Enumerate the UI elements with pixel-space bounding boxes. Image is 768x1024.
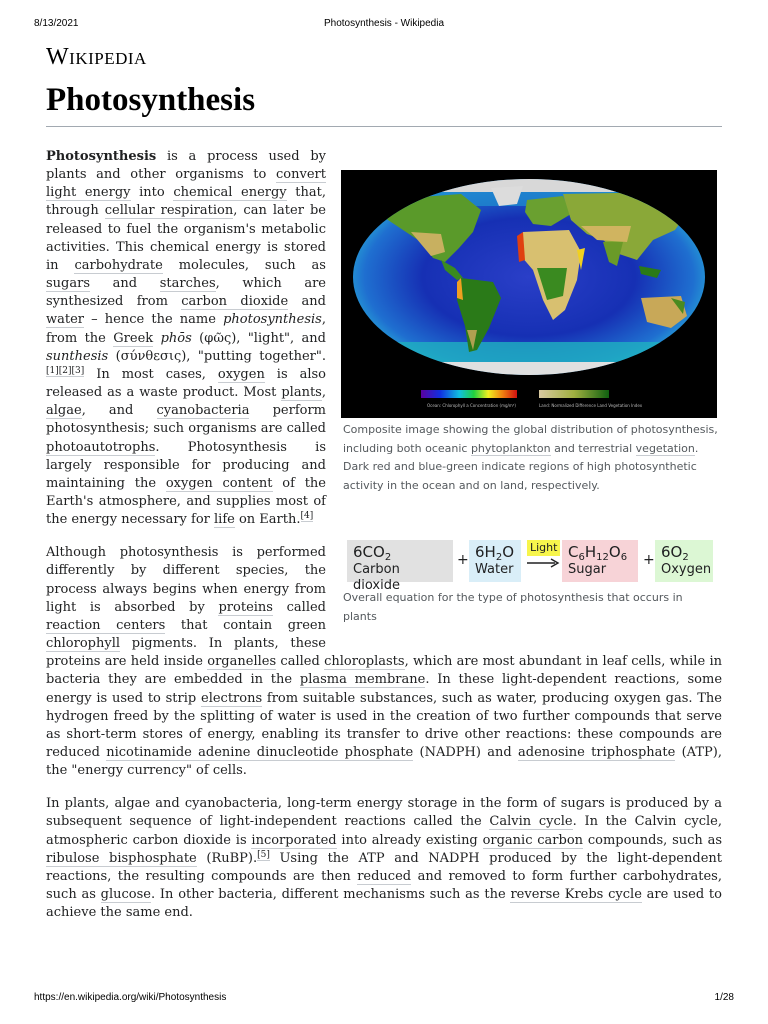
land-legend-label: Land: Normalized Difference Land Vegetation Index [539,403,643,408]
figure-float-space [326,148,722,644]
link-chloroplasts[interactable]: chloroplasts [324,654,405,670]
formula-co2: $6CO_2$ [353,543,392,563]
page-title: Photosynthesis [46,82,256,118]
bold-term: Photosynthesis [46,149,157,164]
link-cyanobacteria[interactable]: cyanobacteria [156,403,250,419]
link-carbon-dioxide[interactable]: carbon dioxide [181,294,289,310]
light-label: Light [527,540,560,556]
title-divider [46,126,722,127]
link-vegetation[interactable]: vegetation [635,441,695,455]
link-plants[interactable]: plants [281,385,322,401]
link-proteins[interactable]: proteins [218,599,273,615]
ref-4[interactable]: [4] [300,511,314,522]
link-incorporated[interactable]: incorporated [251,832,337,848]
ref-1[interactable]: [1] [46,365,59,376]
link-organelles[interactable]: organelles [207,654,277,670]
map-caption: Composite image showing the global distribution of photosynthesis, including both oceanic phytoplankton and terrestrial vegetation. Dark red and blue-green indicate regions of high photosynthetic activity in the ocean and on land, respectively. [343,423,718,492]
article-body [46,148,722,937]
link-greek[interactable]: Greek [113,330,154,346]
link-glucose[interactable]: glucose [100,887,151,903]
link-carbohydrate[interactable]: carbohydrate [74,257,163,273]
formula-h2o: $6H_2O$ [475,543,515,563]
link-phytoplankton[interactable]: phytoplankton [470,441,551,455]
ref-5[interactable]: [5] [257,849,270,860]
link-calvin-cycle[interactable]: Calvin cycle [489,814,573,830]
label-oxygen: Oxygen [661,562,712,577]
link-starches[interactable]: starches [159,276,216,292]
link-ribulose-bisphosphate[interactable]: ribulose bisphosphate [46,850,197,866]
link-algae[interactable]: algae [46,403,82,419]
formula-o2: $6O_2$ [661,543,689,563]
link-electrons[interactable]: electrons [201,690,263,706]
link-reverse-krebs-cycle[interactable]: reverse Krebs cycle [510,887,642,903]
link-photoautotrophs[interactable]: photoautotrophs [46,439,156,455]
link-sugars[interactable]: sugars [46,276,91,292]
plus-sign-2: + [643,552,655,568]
ref-3[interactable]: [3] [71,365,85,376]
ref-2[interactable]: [2] [58,365,72,376]
link-atp[interactable]: adenosine triphosphate [518,745,676,760]
equation-caption: Overall equation for the type of photosynthesis that occurs in plants [343,591,683,623]
print-footer [34,992,734,1006]
link-oxygen-content[interactable]: oxygen content [165,475,273,491]
link-reaction-centers[interactable]: reaction centers [46,617,166,633]
print-header [34,18,734,32]
italic-sunthesis: sunthesis [46,348,109,364]
label-water: Water [475,562,514,577]
link-oxygen[interactable]: oxygen [217,366,265,382]
link-plasma-membrane[interactable]: plasma membrane [299,672,426,688]
page-number: 1/28 [714,992,734,1003]
wikipedia-wordmark[interactable]: Wikipedia [46,44,147,70]
intro-paragraph-1: Photosynthesis is a process used by plants and other organisms to convert light energy into chemical energy that, through cellular respiration, can later be released to fuel the organism's metabolic activities. This chemical energy is stored in carbohydrate molecules, such as sugars and starches, which are synthesized from carbon dioxide and water – hence the name photosynthesis, from the Greek phōs (φῶς), "light", and sunthesis (σύνθεσις), "putting together".[1][2][3] In most cases, oxygen is also released as a waste product. Most plants, algae, and cyanobacteria perform photosynthesis; such organisms are called photoautotrophs. Photosynthesis is largely responsible for producing and maintaining the oxygen content of the Earth's atmosphere, and supplies most of the energy necessary for life on Earth.[4] [46,149,326,528]
link-chemical-energy[interactable]: chemical energy [173,185,287,201]
italic-photosynthesis: photosynthesis [223,312,322,328]
label-carbon-dioxide: Carbon dioxide [353,562,400,593]
link-convert[interactable]: convert [276,167,326,183]
ocean-legend-label: Ocean: Chlorophyll a Concentration (mg/m³) [427,403,516,408]
link-nadph[interactable]: nicotinamide adenine dinucleotide phosphate [106,745,414,760]
intro-paragraph-2: Although photosynthesis is performed differently by different species, the process always begins when energy from light is absorbed by proteins called reaction centers that contain green chlorophyll pigments. In plants, these proteins are held inside organelles called chloroplasts, which are most abundant in leaf cells, while in bacteria they are embedded in the plasma membrane. In these light-dependent reactions, some energy is used to strip electrons from suitable substances, such as water, producing oxygen gas. The hydrogen freed by the splitting of water is used in the creation of two further compounds that serve as short-term stores of energy, enabling its transfer to drive other reactions: these compounds are reduced nicotinamide adenine dinucleotide phosphate (NADPH) and adenosine triphosphate (ATP), the "energy currency" of cells. [46,545,723,779]
print-title: Photosynthesis - Wikipedia [323,18,445,29]
label-sugar: Sugar [568,562,607,577]
link-organic-carbon[interactable]: organic carbon [482,832,584,848]
intro-paragraph-3: In plants, algae and cyanobacteria, long-term energy storage in the form of sugars is produced by a subsequent sequence of light-independent reactions called the Calvin cycle. In the Calvin cycle, atmospheric carbon dioxide is incorporated into already existing organic carbon compounds, such as ribulose bisphosphate (RuBP).[5] Using the ATP and NADPH produced by the light-dependent reactions, the resulting compounds are then reduced and removed to form further carbohydrates, such as glucose. In other bacteria, different mechanisms such as the reverse Krebs cycle are used to achieve the same end. [46,796,722,921]
link-water[interactable]: water [46,312,85,328]
link-light-energy[interactable]: light energy [46,185,131,201]
link-chlorophyll[interactable]: chlorophyll [46,636,121,652]
italic-phos: phōs [160,330,192,346]
print-date: 8/13/2021 [34,18,79,29]
link-cellular-respiration[interactable]: cellular respiration [104,203,234,219]
link-reduced[interactable]: reduced [357,868,412,884]
formula-c6h12o6: $C_6H_{12}O_6$ [568,543,628,563]
print-url: https://en.wikipedia.org/wiki/Photosynthesis [34,992,227,1003]
link-life[interactable]: life [214,512,235,528]
plus-sign-1: + [457,552,469,568]
